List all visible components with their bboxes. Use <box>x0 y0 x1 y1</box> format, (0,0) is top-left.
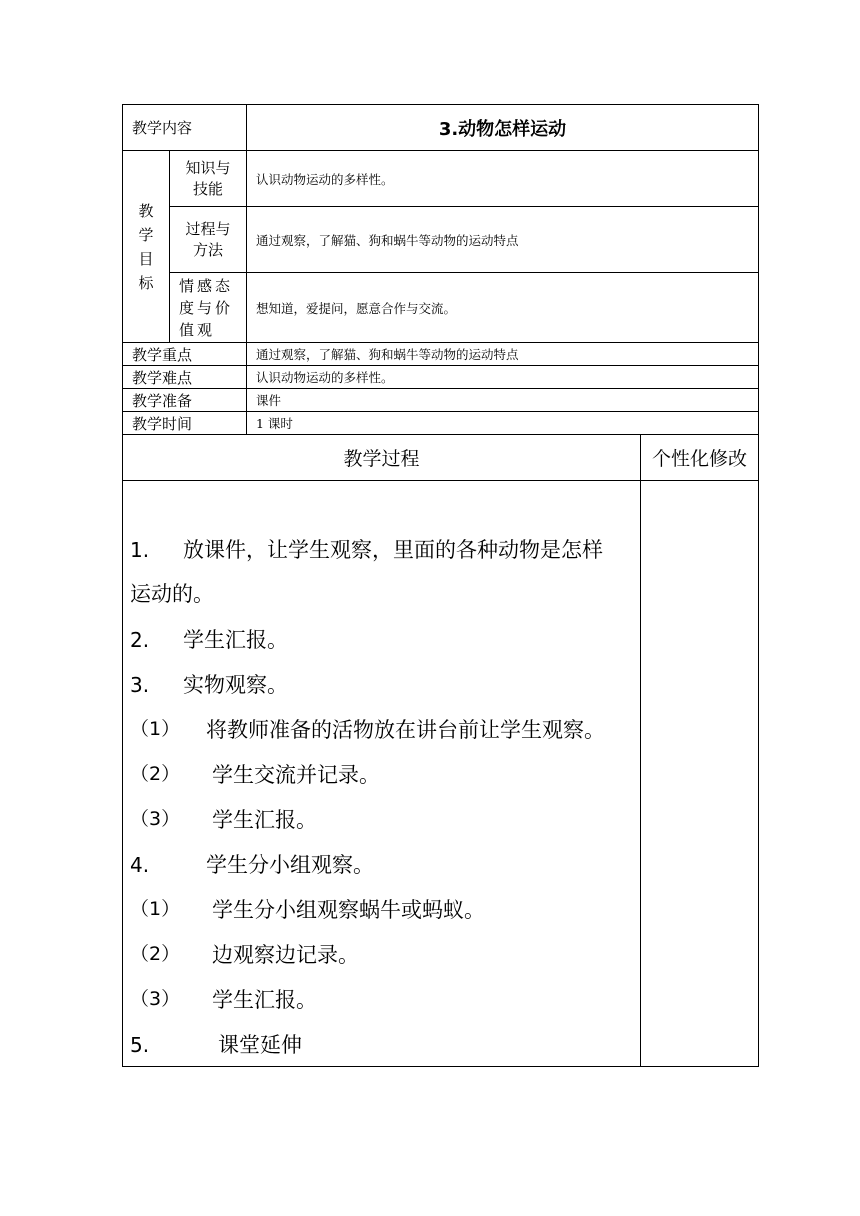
step-text: 实物观察。 <box>183 673 288 697</box>
objective-category: 知识与技能 <box>185 158 231 198</box>
objective-text-cell <box>247 151 758 206</box>
step-text: 学生分小组观察蜗牛或蚂蚁。 <box>212 898 485 922</box>
objective-text: 想知道，爱提问，愿意合作与交流。 <box>256 300 457 316</box>
info-value: 课件 <box>256 393 282 408</box>
step-marker: （3） <box>130 988 181 1010</box>
info-value-cell <box>247 343 758 365</box>
step-marker: 1. <box>130 538 150 562</box>
objective-category-cell <box>170 207 246 272</box>
step-text: 放课件，让学生观察，里面的各种动物是怎样 <box>183 538 603 562</box>
step-marker: （3） <box>130 808 181 830</box>
process-heading: 教学过程 <box>343 448 420 470</box>
revision-heading-cell <box>641 435 758 480</box>
step-text: 将教师准备的活物放在讲台前让学生观察。 <box>206 718 605 742</box>
info-label: 教学准备 <box>132 391 193 410</box>
objective-text-cell <box>247 207 758 272</box>
objective-text: 认识动物运动的多样性。 <box>256 171 394 187</box>
info-label: 教学时间 <box>132 414 193 433</box>
step-text: 学生汇报。 <box>212 988 317 1012</box>
objective-category: 情感态度与价值观 <box>179 276 234 339</box>
lesson-title: 3.动物怎样运动 <box>438 118 567 140</box>
info-label: 教学难点 <box>132 368 193 387</box>
objective-category: 过程与方法 <box>185 219 231 259</box>
info-label: 教学重点 <box>132 345 193 364</box>
info-value-cell <box>247 412 758 434</box>
info-value-cell <box>247 366 758 388</box>
info-value: 通过观察，了解猫、狗和蜗牛等动物的运动特点 <box>256 347 519 362</box>
info-label-cell <box>123 412 246 434</box>
step-text: 学生汇报。 <box>212 808 317 832</box>
step-text: 学生分小组观察。 <box>206 853 374 877</box>
objectives-label: 教学目标 <box>138 201 154 292</box>
step-marker: 2. <box>130 628 150 652</box>
objective-text: 通过观察，了解猫、狗和蜗牛等动物的运动特点 <box>256 232 519 248</box>
objective-category-cell <box>170 273 246 342</box>
step-marker: （2） <box>130 943 181 965</box>
step-marker: 3. <box>130 673 150 697</box>
objectives-label-cell <box>123 151 169 342</box>
info-label-cell <box>123 389 246 411</box>
info-value: 1 课时 <box>256 416 293 431</box>
content-label: 教学内容 <box>132 119 193 137</box>
info-label-cell <box>123 343 246 365</box>
content-label-cell <box>123 105 246 150</box>
table-rule <box>122 1066 759 1067</box>
step-text: 运动的。 <box>130 582 214 606</box>
step-text: 学生汇报。 <box>183 628 288 652</box>
step-marker: 4. <box>130 853 150 877</box>
step-marker: （1） <box>130 718 181 740</box>
title-cell <box>247 105 758 150</box>
info-value: 认识动物运动的多样性。 <box>256 370 394 385</box>
step-marker: （2） <box>130 763 181 785</box>
step-text: 学生交流并记录。 <box>212 763 380 787</box>
info-label-cell <box>123 366 246 388</box>
revision-heading: 个性化修改 <box>651 448 747 470</box>
table-rule <box>758 104 759 1067</box>
table-rule <box>640 434 641 1066</box>
table-rule <box>122 480 759 481</box>
info-value-cell <box>247 389 758 411</box>
objective-text-cell <box>247 273 758 342</box>
step-text: 边观察边记录。 <box>212 943 359 967</box>
step-marker: （1） <box>130 898 181 920</box>
step-text: 课堂延伸 <box>218 1033 302 1057</box>
objective-category-cell <box>170 151 246 206</box>
process-heading-cell <box>123 435 640 480</box>
step-marker: 5. <box>130 1033 150 1057</box>
